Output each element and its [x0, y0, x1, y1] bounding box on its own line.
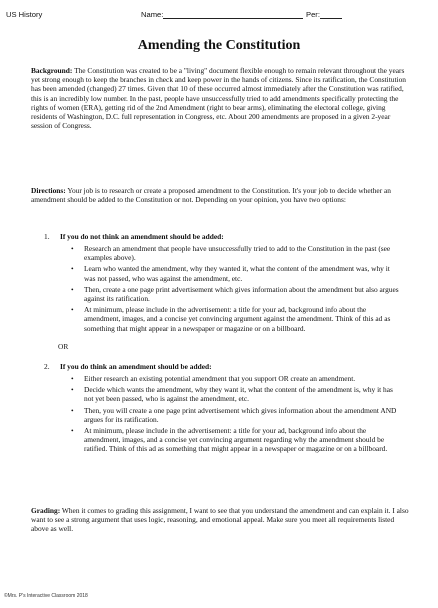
course-label: US History — [6, 10, 43, 19]
period-field — [306, 10, 342, 19]
directions-text: Your job is to research or create a proposed amendment to the Constitution. It's your job to decide whether an amendment should be added to the Constitution or not. Depending on your opinion, you have two options: — [31, 186, 391, 205]
background-paragraph — [31, 66, 411, 130]
bullet-icon: • — [71, 426, 74, 436]
bullet-icon: • — [71, 385, 74, 395]
list-item: • Decide which wants the amendment, why they want it, what the content of the amendment is, why it has not yet been passed, who is against the amendment, etc. — [71, 385, 393, 404]
grading-label: Grading: — [31, 506, 61, 515]
background-label: Background: — [31, 66, 73, 75]
option-2-list — [71, 374, 402, 456]
option-1-heading-text: If you do not think an amendment should be added: — [60, 232, 224, 241]
bullet-icon: • — [71, 244, 74, 253]
grading-text: When it comes to grading this assignment, I want to see that you understand the amendment and can explain it. I also want to see a strong argument that uses logic, reasoning, and emotional appeal. Make sure you meet all requirements listed above as well. — [31, 506, 409, 534]
bullet-icon: • — [71, 405, 74, 415]
option-2-heading — [44, 362, 404, 371]
page-title: Amending the Constitution — [137, 38, 301, 53]
list-item: • Either research an existing potential amendment that you support OR create an amendment. — [71, 374, 356, 383]
period-label: Per: — [306, 10, 320, 19]
list-item: • Research an amendment that people have unsuccessfully tried to add to the Constitution in the past (see examples above). — [71, 244, 391, 263]
list-item: • Then, create a one page print advertisement which gives information about the amendment but also argues against its ratification. — [71, 284, 399, 304]
name-field — [141, 10, 303, 19]
or-separator: OR — [58, 342, 69, 351]
option-2-heading-text: If you do think an amendment should be added: — [60, 362, 212, 371]
grading-paragraph — [31, 506, 411, 534]
bullet-icon: • — [71, 264, 74, 274]
option-2-number: 2. — [44, 362, 50, 371]
period-blank — [320, 10, 342, 19]
bullet-icon: • — [71, 284, 74, 294]
list-item: • Then, you will create a one page print advertisement which gives information about the amendment AND argues for its ratification. — [71, 405, 397, 424]
name-label: Name: — [141, 10, 164, 19]
option-1-list — [71, 244, 402, 335]
bullet-icon: • — [71, 374, 74, 383]
bullet-icon: • — [71, 305, 74, 315]
option-1-number: 1. — [44, 232, 50, 241]
directions-paragraph — [31, 186, 411, 204]
header-row — [6, 10, 418, 24]
list-item: • At minimum, please include in the advertisement: a title for your ad, background info about the amendment, images, and a concise yet convincing argument against the amendment. Think of this ad as something that might appear in a newspaper or magazine or on a billboard. — [71, 305, 391, 333]
option-1-heading — [44, 232, 404, 241]
name-blank — [163, 10, 303, 19]
copyright-footer: ©Mrs. P's Interactive Classroom 2018 — [4, 593, 88, 599]
directions-label: Directions: — [31, 186, 66, 195]
background-text: The Constitution was created to be a "living" document flexible enough to remain relevant throughout the years yet strong enough to keep the branches in check and keep power in the hands of citizens. Since its ratification, the Constitution has been amended (changed) 27 times. Given that 10 of these occurred almost immediately after the Constitution was ratified, this is an incredibly low number. In the past, people have unsuccessfully tried to add amendments specifically protecting the rights of women (ERA), getting rid of the 2nd Amendment (right to bear arms), eliminating the electoral college, giving residents of Washington, D.C. full representation in Congress, etc. About 200 amendments are proposed in a given 2-year session of Congress. — [31, 66, 406, 131]
list-item: • Learn who wanted the amendment, why they wanted it, what the content of the amendment was, why it was not passed, who was against the amendment, etc. — [71, 264, 390, 283]
list-item: • At minimum, please include in the advertisement: a title for your ad, background info about the amendment, images, and a concise yet convincing argument regarding why the amendment should be ratified. Think of this ad as something that might appear in a newspaper or magazine or on a billboard. — [71, 426, 388, 454]
